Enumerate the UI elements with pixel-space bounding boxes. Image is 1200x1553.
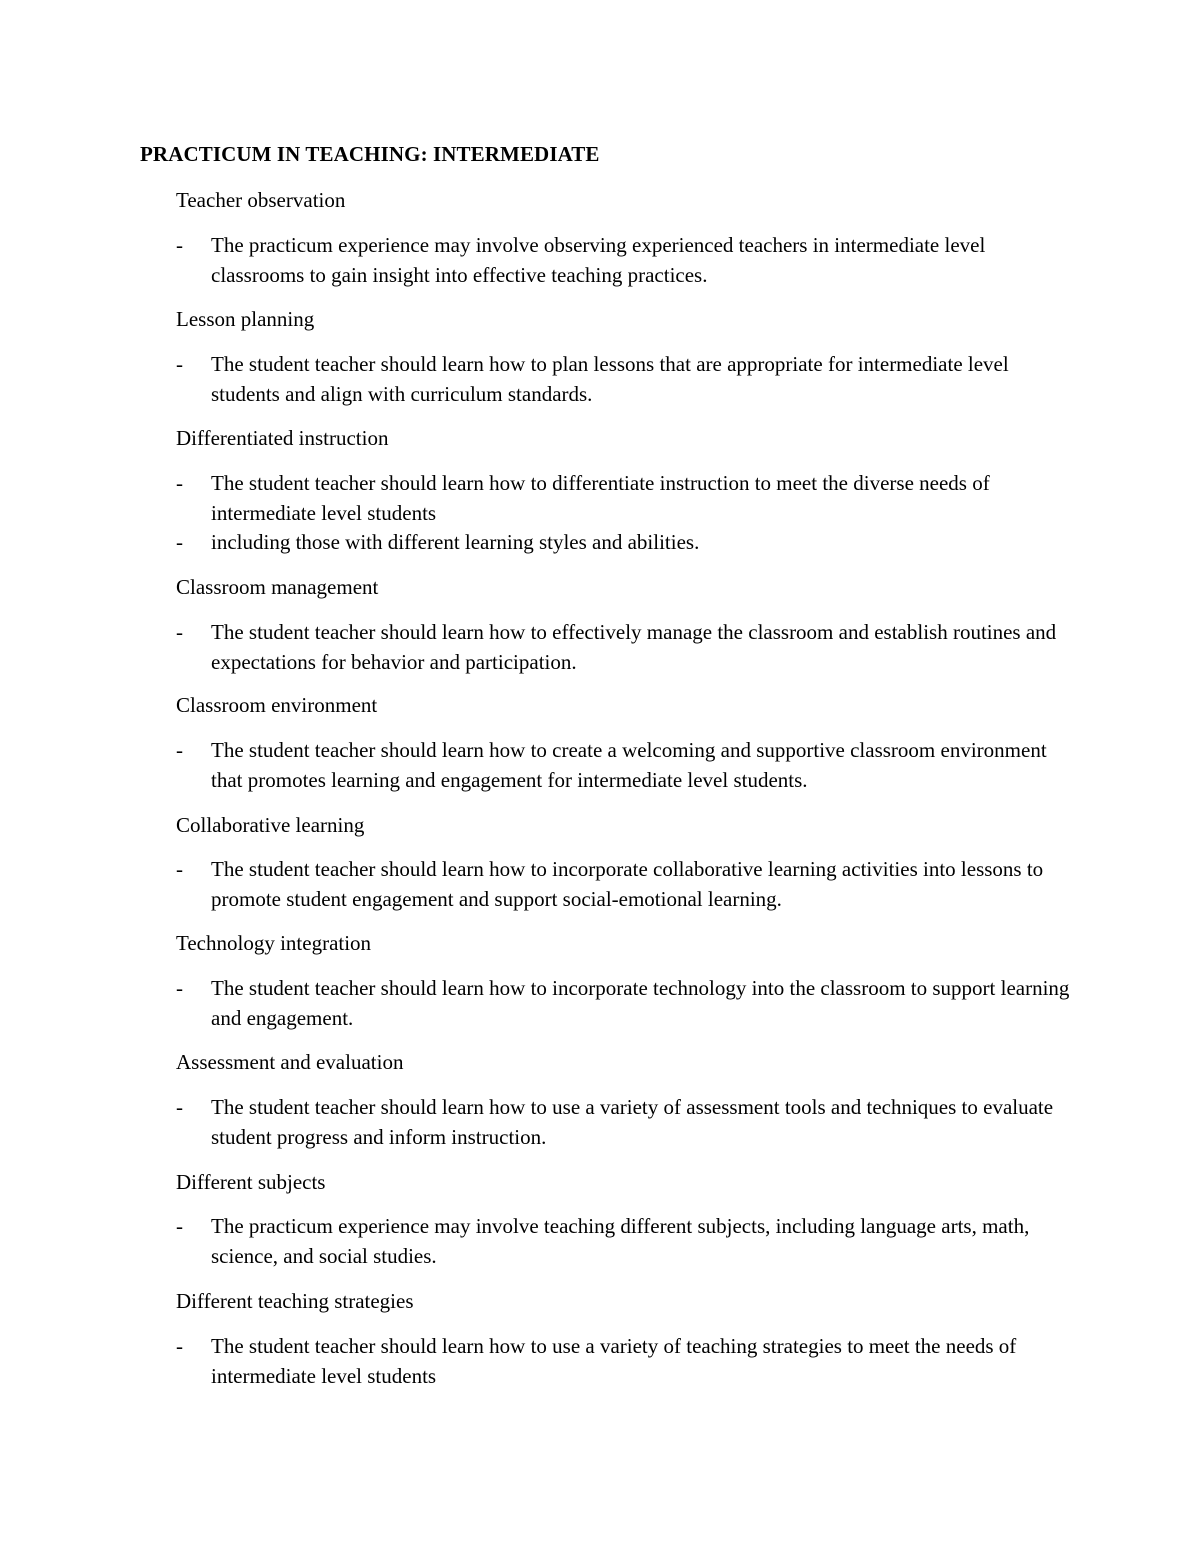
section-heading: Classroom management [176,575,379,599]
bullet-item [176,528,1076,558]
bullet-dash: - [176,620,183,644]
bullet-text: The student teacher should learn how to effectively manage the classroom and establish routines and expectations for behavior and participation. [211,620,1057,674]
bullet-item [176,350,1076,409]
section-heading: Different teaching strategies [176,1289,414,1313]
bullet-dash: - [176,976,183,1000]
bullet-dash: - [176,857,183,881]
bullet-item [176,1093,1076,1152]
bullet-text: The student teacher should learn how to use a variety of assessment tools and techniques to evaluate student progress and inform instruction. [211,1095,1054,1149]
bullet-item [176,974,1076,1033]
bullet-dash: - [176,738,183,762]
document-title: PRACTICUM IN TEACHING: INTERMEDIATE [140,142,600,166]
section-heading: Classroom environment [176,693,378,717]
section-heading: Teacher observation [176,188,346,212]
bullet-text: The student teacher should learn how to use a variety of teaching strategies to meet the needs of intermediate level students [211,1334,1017,1388]
bullet-text: The student teacher should learn how to incorporate collaborative learning activities into lessons to promote student engagement and support social-emotional learning. [211,857,1044,911]
bullet-item [176,469,1076,528]
bullet-text: The practicum experience may involve teaching different subjects, including language arts, math, science, and social studies. [211,1214,1030,1268]
bullet-dash: - [176,530,183,554]
section-heading: Assessment and evaluation [176,1050,404,1074]
bullet-text: including those with different learning styles and abilities. [211,530,700,554]
section-heading: Different subjects [176,1170,326,1194]
bullet-dash: - [176,1095,183,1119]
bullet-item [176,1212,1076,1271]
bullet-dash: - [176,233,183,257]
bullet-item [176,855,1076,914]
bullet-dash: - [176,1334,183,1358]
bullet-item [176,231,1076,290]
section-heading: Technology integration [176,931,372,955]
bullet-item [176,1332,1076,1391]
bullet-text: The student teacher should learn how to plan lessons that are appropriate for intermediate level students and align with curriculum standards. [211,352,1009,406]
bullet-dash: - [176,1214,183,1238]
bullet-text: The student teacher should learn how to create a welcoming and supportive classroom environment that promotes learning and engagement for intermediate level students. [211,738,1047,792]
bullet-text: The practicum experience may involve observing experienced teachers in intermediate level classrooms to gain insight into effective teaching practices. [211,233,986,287]
bullet-dash: - [176,471,183,495]
section-heading: Lesson planning [176,307,315,331]
bullet-dash: - [176,352,183,376]
bullet-item [176,736,1076,795]
bullet-text: The student teacher should learn how to incorporate technology into the classroom to support learning and engagement. [211,976,1070,1030]
bullet-item [176,618,1076,677]
section-heading: Differentiated instruction [176,426,389,450]
bullet-text: The student teacher should learn how to differentiate instruction to meet the diverse needs of intermediate level students [211,471,990,525]
section-heading: Collaborative learning [176,813,365,837]
